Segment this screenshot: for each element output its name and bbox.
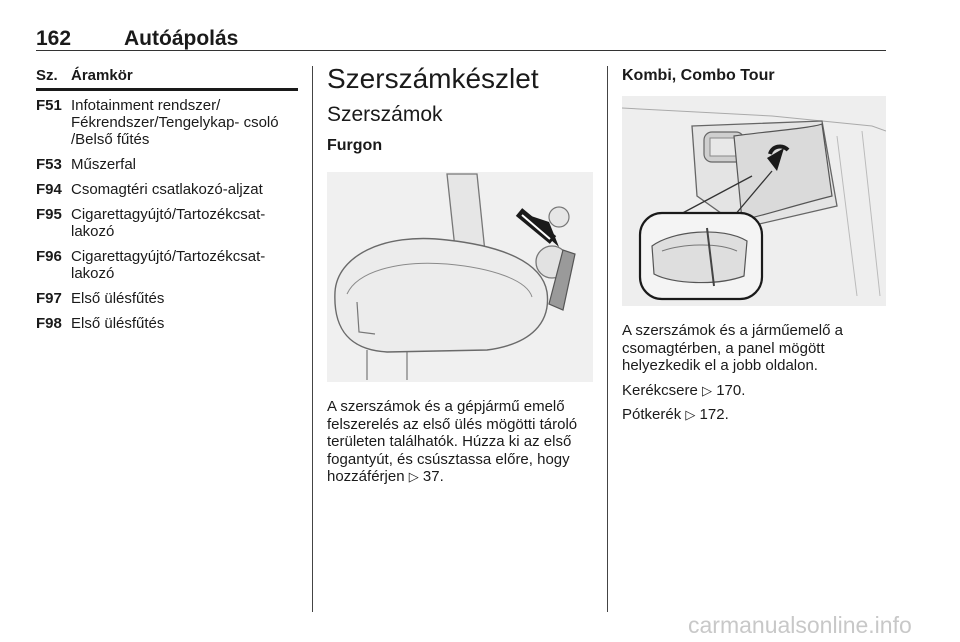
fuse-desc: Műszerfal xyxy=(71,156,137,173)
watermark: carmanualsonline.info xyxy=(688,612,912,638)
table-row xyxy=(36,206,298,240)
fuse-code: F51 xyxy=(36,97,62,114)
header-rule xyxy=(36,50,886,51)
section-subtitle: Szerszámok xyxy=(327,103,443,126)
furgon-heading: Furgon xyxy=(327,137,383,154)
column-divider-1 xyxy=(312,66,313,612)
fuse-desc: Első ülésfűtés xyxy=(71,290,165,307)
trunk-illustration-svg xyxy=(622,96,886,306)
tools-section xyxy=(327,62,595,156)
fuse-desc: Csomagtéri csatlakozó-aljzat xyxy=(71,181,263,198)
chapter-title: Autóápolás xyxy=(124,27,239,50)
fuse-code: F97 xyxy=(36,290,62,307)
page-ref-arrow-icon: ▷ xyxy=(408,469,419,484)
furgon-paragraph xyxy=(327,398,595,486)
kombi-heading: Kombi, Combo Tour xyxy=(622,67,775,84)
fuse-desc: Infotainment rendszer/ Fékrendszer/Tengelykap- csoló /Belső fűtés xyxy=(71,97,279,148)
fuse-code: F95 xyxy=(36,206,62,223)
page-number: 162 xyxy=(36,27,72,50)
fuse-code: F98 xyxy=(36,315,62,332)
trunk-panel-illustration xyxy=(622,96,886,306)
ref2-page-link[interactable]: 172. xyxy=(699,406,729,423)
fuse-table-header-rule xyxy=(36,88,298,91)
ref2-label: Pótkerék xyxy=(622,406,682,423)
page-ref-arrow-icon: ▷ xyxy=(685,407,696,422)
seat-illustration-svg xyxy=(327,172,593,382)
table-row xyxy=(36,97,298,148)
fuse-code: F96 xyxy=(36,248,62,265)
fuse-col-header-circuit: Áramkör xyxy=(71,67,133,84)
kombi-text-block xyxy=(622,322,886,424)
fuse-desc: Első ülésfűtés xyxy=(71,315,165,332)
fuse-col-header-number: Sz. xyxy=(36,67,58,84)
fuse-desc: Cigarettagyújtó/Tartozékcsat- lakozó xyxy=(71,248,266,282)
page-ref-arrow-icon: ▷ xyxy=(702,382,713,398)
furgon-text: A szerszámok és a gépjármű emelő felszerelés az első ülés mögötti tároló területen találhatók. Húzza ki az első fogantyút, és csúsztassa előre, hogy hozzáférjen xyxy=(327,398,578,485)
furgon-text-block xyxy=(327,398,595,486)
table-row xyxy=(36,156,298,173)
ref-line-1 xyxy=(622,382,886,400)
fuse-desc: Cigarettagyújtó/Tartozékcsat- lakozó xyxy=(71,206,266,240)
ref1-label: Kerékcsere xyxy=(622,381,698,399)
fuse-table-header xyxy=(36,66,298,88)
ref1-page-link[interactable]: 170. xyxy=(716,381,746,399)
ref-line-2 xyxy=(622,406,886,424)
column-divider-2 xyxy=(607,66,608,612)
page-header xyxy=(36,27,886,51)
seat-storage-illustration xyxy=(327,172,593,382)
section-title: Szerszámkészlet xyxy=(327,63,539,94)
kombi-section xyxy=(622,66,886,86)
table-row xyxy=(36,290,298,307)
kombi-paragraph: A szerszámok és a járműemelő a csomagtérben, a panel mögött helyezkedik el a jobb oldalon. xyxy=(622,322,843,374)
table-row xyxy=(36,248,298,282)
fuse-code: F53 xyxy=(36,156,62,173)
furgon-page-link[interactable]: 37. xyxy=(422,468,444,485)
fuse-code: F94 xyxy=(36,181,62,198)
table-row xyxy=(36,315,298,332)
fuse-table xyxy=(36,66,298,340)
table-row xyxy=(36,181,298,198)
